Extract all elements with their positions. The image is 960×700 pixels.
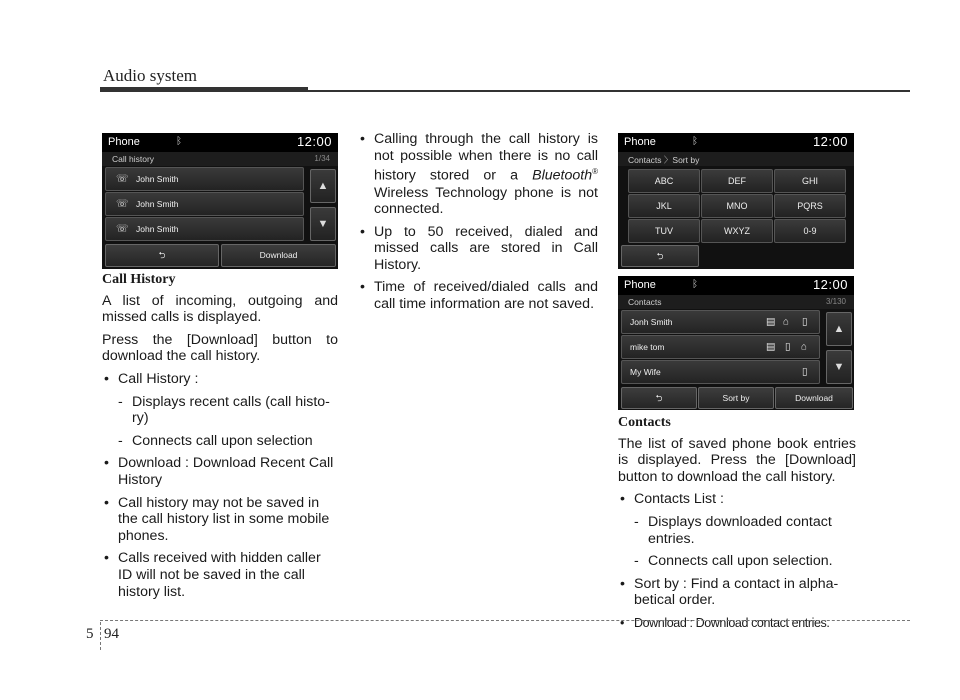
screen-title: Phone [108, 136, 140, 148]
sort-by-screen [618, 133, 854, 269]
row-label: My Wife [630, 367, 661, 377]
contact-row[interactable] [621, 360, 820, 384]
back-button[interactable]: ⮌ [621, 387, 697, 409]
sort-by-button[interactable]: Sort by [698, 387, 774, 409]
contacts-heading: Contacts [618, 415, 671, 430]
key-jkl[interactable]: JKL [628, 194, 700, 218]
sub-header [102, 152, 338, 166]
phone-icon: ☏ [116, 223, 129, 235]
screen-title: Phone [624, 279, 656, 291]
sub-title: Contacts [628, 297, 662, 307]
bullet-item: • Contacts List : [618, 491, 856, 508]
list-count: 1/34 [314, 154, 330, 163]
call-history-row[interactable] [105, 217, 304, 241]
status-bar [618, 133, 854, 152]
left-column [102, 272, 338, 606]
text: Calling through the call history is not possible when there is no call history stored or a [374, 131, 598, 184]
sub-header [618, 295, 854, 309]
bullet-item [358, 131, 598, 218]
middle-column [358, 131, 598, 319]
right-column [618, 415, 856, 638]
phone-icon: ☏ [116, 173, 129, 185]
call-history-heading: Call History [102, 272, 176, 287]
back-button[interactable]: ⮌ [105, 244, 219, 267]
bullet-item: • Download : Download Recent Call History [102, 455, 338, 488]
header-rule-thick [100, 87, 308, 92]
bullet-item: • Call History : [102, 371, 338, 388]
row-label: Jonh Smith [630, 317, 673, 327]
mobile-phone-icon: ▯ [802, 366, 808, 378]
key-abc[interactable]: ABC [628, 169, 700, 193]
office-phone-icon: ▤ [766, 316, 776, 328]
scroll-down-button[interactable]: ▼ [310, 207, 336, 241]
row-label: John Smith [136, 174, 179, 184]
call-history-row[interactable] [105, 192, 304, 216]
key-mno[interactable]: MNO [701, 194, 773, 218]
bullet-item: • Download : Download contact entries. [618, 615, 856, 632]
section-title: Audio system [103, 66, 197, 85]
key-ghi[interactable]: GHI [774, 169, 846, 193]
bluetooth-icon: ᛒ [692, 279, 698, 290]
home-icon: ⌂ [783, 316, 790, 328]
bullet-item: • Time of received/dialed calls and call time information are not saved. [358, 279, 598, 312]
status-bar [618, 276, 854, 295]
key-def[interactable]: DEF [701, 169, 773, 193]
sub-title: Contacts 〉Sort by [628, 155, 700, 165]
clock: 12:00 [812, 134, 848, 149]
row-label: John Smith [136, 199, 179, 209]
contact-row[interactable] [621, 335, 820, 359]
key-0-9[interactable]: 0-9 [774, 219, 846, 243]
row-label: mike tom [630, 342, 665, 352]
dash-item: - Displays recent calls (call histo- ry) [102, 394, 338, 427]
section-number: 5 [86, 626, 94, 642]
dash-item: - Connects call upon selection. [618, 553, 856, 570]
page-number: 94 [104, 626, 119, 642]
bluetooth-text: Bluetooth [532, 167, 593, 184]
clock: 12:00 [812, 277, 848, 292]
mobile-phone-icon: ▯ [802, 316, 808, 328]
footer-divider [100, 622, 101, 650]
contacts-screen [618, 276, 854, 410]
office-phone-icon: ▤ [766, 341, 776, 353]
clock: 12:00 [296, 134, 332, 149]
bullet-item: • Up to 50 received, dialed and missed calls are stored in Call History. [358, 224, 598, 274]
screen-title: Phone [624, 136, 656, 148]
registered-mark: ® [592, 167, 598, 177]
footer-rule [100, 620, 910, 621]
dash-item: - Connects call upon selection [102, 433, 338, 450]
bullet-item: • Call history may not be saved in the call history list in some mobile phones. [102, 495, 338, 545]
paragraph: The list of saved phone book entries is displayed. Press the [Download] button to download the call history. [618, 435, 856, 485]
scroll-up-button[interactable]: ▲ [826, 312, 852, 346]
bullet-list [618, 491, 856, 631]
bullet-item: • Calls received with hidden caller ID will not be saved in the call history list. [102, 550, 338, 600]
bluetooth-icon: ᛒ [176, 136, 182, 147]
bullet-item: • Sort by : Find a contact in alpha- betical order. [618, 576, 856, 609]
download-button[interactable]: Download [775, 387, 853, 409]
key-pqrs[interactable]: PQRS [774, 194, 846, 218]
row-label: John Smith [136, 224, 179, 234]
back-button[interactable]: ⮌ [621, 245, 699, 267]
call-history-row[interactable] [105, 167, 304, 191]
header-rule-thin [308, 90, 910, 92]
paragraph: A list of incoming, outgoing and missed calls is displayed. [102, 292, 338, 326]
home-icon: ⌂ [801, 341, 808, 353]
sub-title: Call history [112, 154, 155, 164]
download-button[interactable]: Download [221, 244, 336, 267]
scroll-up-button[interactable]: ▲ [310, 169, 336, 203]
mobile-phone-icon: ▯ [785, 341, 791, 353]
key-wxyz[interactable]: WXYZ [701, 219, 773, 243]
contact-row[interactable] [621, 310, 820, 334]
sub-header [618, 152, 854, 166]
phone-icon: ☏ [116, 198, 129, 210]
status-bar [102, 133, 338, 152]
call-history-screen [102, 133, 338, 269]
bluetooth-icon: ᛒ [692, 136, 698, 147]
list-count: 3/130 [825, 297, 846, 306]
paragraph: Press the [Download] button to download the call history. [102, 331, 338, 365]
scroll-down-button[interactable]: ▼ [826, 350, 852, 384]
dash-item: - Displays downloaded contact entries. [618, 514, 856, 547]
key-tuv[interactable]: TUV [628, 219, 700, 243]
bullet-list [358, 131, 598, 313]
text: Wireless Technology phone is not connected. [374, 184, 598, 218]
bullet-list [102, 371, 338, 600]
